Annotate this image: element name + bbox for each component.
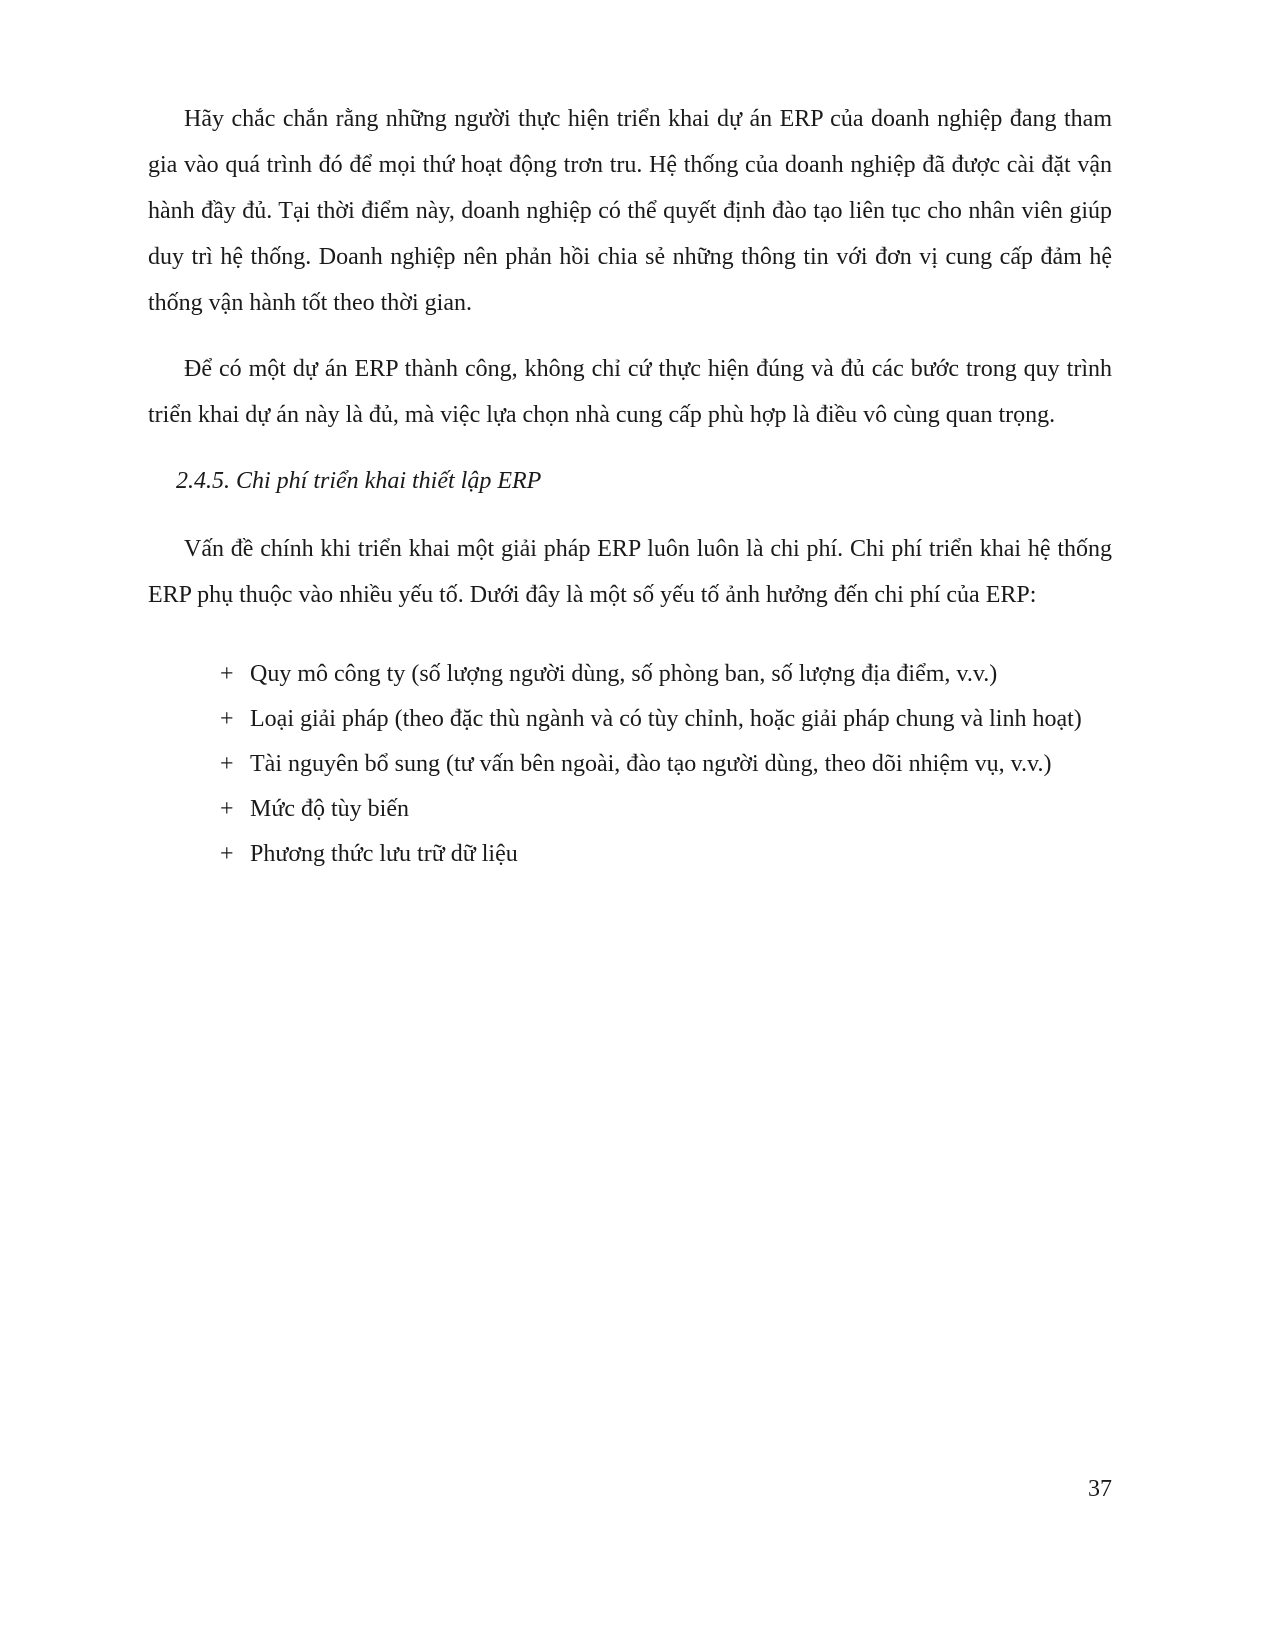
paragraph-vendor-selection: Để có một dự án ERP thành công, không chỉ cứ thực hiện đúng và đủ các bước trong quy trình triển khai dự án này là đủ, mà việc lựa chọn nhà cung cấp phù hợp là điều vô cùng quan trọng. — [148, 356, 1112, 428]
page-content — [148, 96, 1112, 877]
list-item — [148, 742, 1112, 787]
list-item — [148, 697, 1112, 742]
section-heading: 2.4.5. Chi phí triển khai thiết lập ERP — [176, 468, 542, 494]
page-number: 37 — [1088, 1476, 1112, 1502]
bullet-plus: + — [220, 706, 234, 732]
list-item-text: Quy mô công ty (số lượng người dùng, số phòng ban, số lượng địa điểm, v.v.) — [250, 661, 998, 687]
bullet-plus: + — [220, 661, 234, 687]
list-item — [148, 652, 1112, 697]
bullet-plus: + — [220, 796, 234, 822]
list-item-text: Mức độ tùy biến — [250, 796, 409, 822]
list-item-text: Phương thức lưu trữ dữ liệu — [250, 841, 518, 867]
bullet-plus: + — [220, 751, 234, 777]
paragraph-cost-intro: Vấn đề chính khi triển khai một giải pháp ERP luôn luôn là chi phí. Chi phí triển khai hệ thống ERP phụ thuộc vào nhiều yếu tố. Dưới đây là một số yếu tố ảnh hưởng đến chi phí của ERP: — [148, 536, 1112, 608]
list-item-text: Tài nguyên bổ sung (tư vấn bên ngoài, đào tạo người dùng, theo dõi nhiệm vụ, v.v.) — [250, 751, 1052, 777]
list-item — [148, 832, 1112, 877]
cost-factors-list — [148, 652, 1112, 877]
list-item-text: Loại giải pháp (theo đặc thù ngành và có tùy chỉnh, hoặc giải pháp chung và linh hoạt) — [250, 706, 1082, 732]
paragraph-implementation-team: Hãy chắc chắn rằng những người thực hiện triển khai dự án ERP của doanh nghiệp đang tham gia vào quá trình đó để mọi thứ hoạt động trơn tru. Hệ thống của doanh nghiệp đã được cài đặt vận hành đầy đủ. Tại thời điểm này, doanh nghiệp có thể quyết định đào tạo liên tục cho nhân viên giúp duy trì hệ thống. Doanh nghiệp nên phản hồi chia sẻ những thông tin với đơn vị cung cấp đảm hệ thống vận hành tốt theo thời gian. — [148, 106, 1112, 316]
bullet-plus: + — [220, 841, 234, 867]
list-item — [148, 787, 1112, 832]
